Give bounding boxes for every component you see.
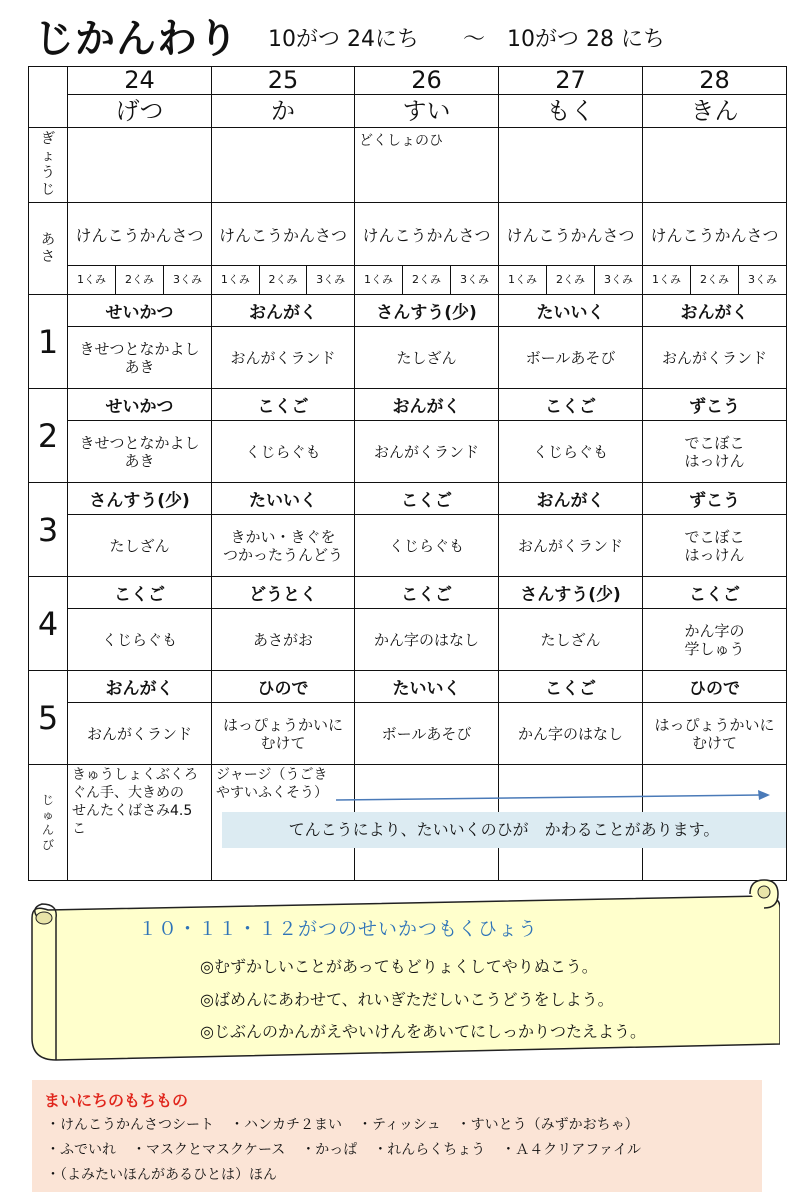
day-name: げつ <box>68 95 212 128</box>
asa-cell: けんこうかんさつ <box>68 203 212 266</box>
topic-cell: かん字のはなし <box>499 703 643 765</box>
asa-cell: けんこうかんさつ <box>643 203 787 266</box>
junbi-cell: きゅうしょくぶくろ ぐん手、大きめの せんたくばさみ4.5 こ <box>68 765 212 881</box>
period-number: 1 <box>29 295 68 389</box>
subject-cell: さんすう(少) <box>68 483 212 515</box>
topic-cell: ボールあそび <box>355 703 499 765</box>
topic-cell: あさがお <box>212 609 355 671</box>
belonging-item: ・すいとう（みずかおちゃ） <box>456 1117 639 1133</box>
subject-cell: こくご <box>212 389 355 421</box>
goals-title: １０・１１・１２がつのせいかつもくひょう <box>138 918 539 940</box>
subject-cell: おんがく <box>499 483 643 515</box>
asa-cell: けんこうかんさつ <box>499 203 643 266</box>
day-number: 27 <box>499 67 643 95</box>
topic-cell: ボールあそび <box>499 327 643 389</box>
topic-cell: おんがくランド <box>643 327 787 389</box>
gyouji-cell: どくしょのひ <box>355 128 499 203</box>
kumi-label: 3くみ <box>604 273 633 286</box>
asa-label: あ さ <box>29 203 68 295</box>
subject-cell: おんがく <box>643 295 787 327</box>
junbi-cell: ジャージ（うごき やすいふくそう） <box>212 765 355 881</box>
topic-cell: はっぴょうかいに むけて <box>643 703 787 765</box>
goal-item: ◎ばめんにあわせて、れいぎただしいこうどうをしよう。 <box>200 990 614 1009</box>
kumi-label: 2くみ <box>547 266 595 294</box>
subject-cell: たいいく <box>212 483 355 515</box>
topic-cell: おんがくランド <box>355 421 499 483</box>
subject-cell: こくご <box>68 577 212 609</box>
belonging-item: ・マスクとマスクケース <box>132 1142 286 1158</box>
subject-cell: こくご <box>643 577 787 609</box>
subject-cell: ひので <box>212 671 355 703</box>
belonging-item: ・かっぱ <box>301 1142 358 1158</box>
topic-cell: かん字の 学しゅう <box>643 609 787 671</box>
kumi-label: 2くみ <box>116 266 164 294</box>
subject-cell: たいいく <box>355 671 499 703</box>
period-number: 3 <box>29 483 68 577</box>
gyouji-label: ぎ ょ う じ <box>29 128 68 203</box>
belonging-item: ・ハンカチ２まい <box>230 1117 342 1133</box>
topic-cell: おんがくランド <box>212 327 355 389</box>
subject-cell: さんすう(少) <box>355 295 499 327</box>
topic-cell: くじらぐも <box>68 609 212 671</box>
kumi-label: 3くみ <box>316 273 346 286</box>
day-number: 26 <box>355 67 499 95</box>
topic-cell: はっぴょうかいに むけて <box>212 703 355 765</box>
subject-cell: こくご <box>355 483 499 515</box>
subject-cell: おんがく <box>212 295 355 327</box>
topic-cell: おんがくランド <box>499 515 643 577</box>
topic-cell: かん字のはなし <box>355 609 499 671</box>
topic-cell: くじらぐも <box>355 515 499 577</box>
subject-cell: たいいく <box>499 295 643 327</box>
topic-cell: たしざん <box>499 609 643 671</box>
belonging-item: ・けんこうかんさつシート <box>46 1117 214 1133</box>
scroll-banner <box>28 878 780 1078</box>
topic-cell: くじらぐも <box>212 421 355 483</box>
kumi-label: 3くみ <box>748 273 777 286</box>
day-name: きん <box>643 95 787 128</box>
day-number: 28 <box>643 67 787 95</box>
belonging-item: ・れんらくちょう <box>373 1142 486 1158</box>
kumi-label: 1くみ <box>68 266 116 294</box>
subject-cell: せいかつ <box>68 295 212 327</box>
belonging-item: ・ティッシュ <box>358 1117 441 1133</box>
period-number: 2 <box>29 389 68 483</box>
scroll-curl-inner <box>758 886 770 898</box>
subject-cell: こくご <box>499 671 643 703</box>
kumi-label: 1くみ <box>212 266 260 294</box>
belonging-item: ・ふでいれ <box>46 1142 116 1158</box>
arrow-head-icon <box>758 790 770 800</box>
page-title: じかんわり <box>34 16 239 62</box>
topic-cell: きせつとなかよし あき <box>68 421 212 483</box>
subject-cell: さんすう(少) <box>499 577 643 609</box>
subject-cell: おんがく <box>68 671 212 703</box>
belongings-line <box>46 1139 657 1159</box>
kumi-label: 2くみ <box>691 266 739 294</box>
topic-cell: でこぼこ はっけん <box>643 421 787 483</box>
asa-cell: けんこうかんさつ <box>355 203 499 266</box>
subject-cell: ずこう <box>643 389 787 421</box>
subject-cell: せいかつ <box>68 389 212 421</box>
day-name: すい <box>355 95 499 128</box>
topic-cell: でこぼこ はっけん <box>643 515 787 577</box>
kumi-label: 3くみ <box>173 273 202 286</box>
date-range: 10がつ 24にち ～ 10がつ 28 にち <box>268 27 665 52</box>
kumi-label: 1くみ <box>643 266 691 294</box>
kumi-label: 3くみ <box>460 273 489 286</box>
belongings-line <box>46 1164 293 1184</box>
topic-cell: たしざん <box>355 327 499 389</box>
belonging-item: ・Ａ４クリアファイル <box>501 1142 642 1158</box>
weather-notice: てんこうにより、たいいくのひが かわることがあります。 <box>222 812 786 848</box>
subject-cell: こくご <box>355 577 499 609</box>
topic-cell: たしざん <box>68 515 212 577</box>
period-number: 4 <box>29 577 68 671</box>
goal-item: ◎むずかしいことがあってもどりょくしてやりぬこう。 <box>200 957 598 976</box>
kumi-label: 2くみ <box>260 266 308 294</box>
subject-cell: こくご <box>499 389 643 421</box>
belonging-item: ・（よみたいほんがあるひとは）ほん <box>46 1167 277 1183</box>
period-number: 5 <box>29 671 68 765</box>
kumi-label: 1くみ <box>355 266 403 294</box>
day-name: か <box>212 95 355 128</box>
asa-cell: けんこうかんさつ <box>212 203 355 266</box>
subject-cell: どうとく <box>212 577 355 609</box>
goal-item: ◎じぶんのかんがえやいけんをあいてにしっかりつたえよう。 <box>200 1022 646 1041</box>
junbi-label: じ ゅ ん び <box>29 765 68 881</box>
topic-cell: きかい・きぐを つかったうんどう <box>212 515 355 577</box>
subject-cell: おんがく <box>355 389 499 421</box>
day-number: 24 <box>68 67 212 95</box>
subject-cell: ずこう <box>643 483 787 515</box>
scroll-left-curl <box>36 912 52 924</box>
belongings-line <box>46 1114 655 1134</box>
day-number: 25 <box>212 67 355 95</box>
arrow-line <box>336 795 760 800</box>
kumi-label: 1くみ <box>499 266 547 294</box>
day-name: もく <box>499 95 643 128</box>
belongings-title: まいにちのもちもの <box>44 1091 189 1110</box>
topic-cell: きせつとなかよし あき <box>68 327 212 389</box>
kumi-label: 2くみ <box>403 266 451 294</box>
topic-cell: おんがくランド <box>68 703 212 765</box>
topic-cell: くじらぐも <box>499 421 643 483</box>
subject-cell: ひので <box>643 671 787 703</box>
